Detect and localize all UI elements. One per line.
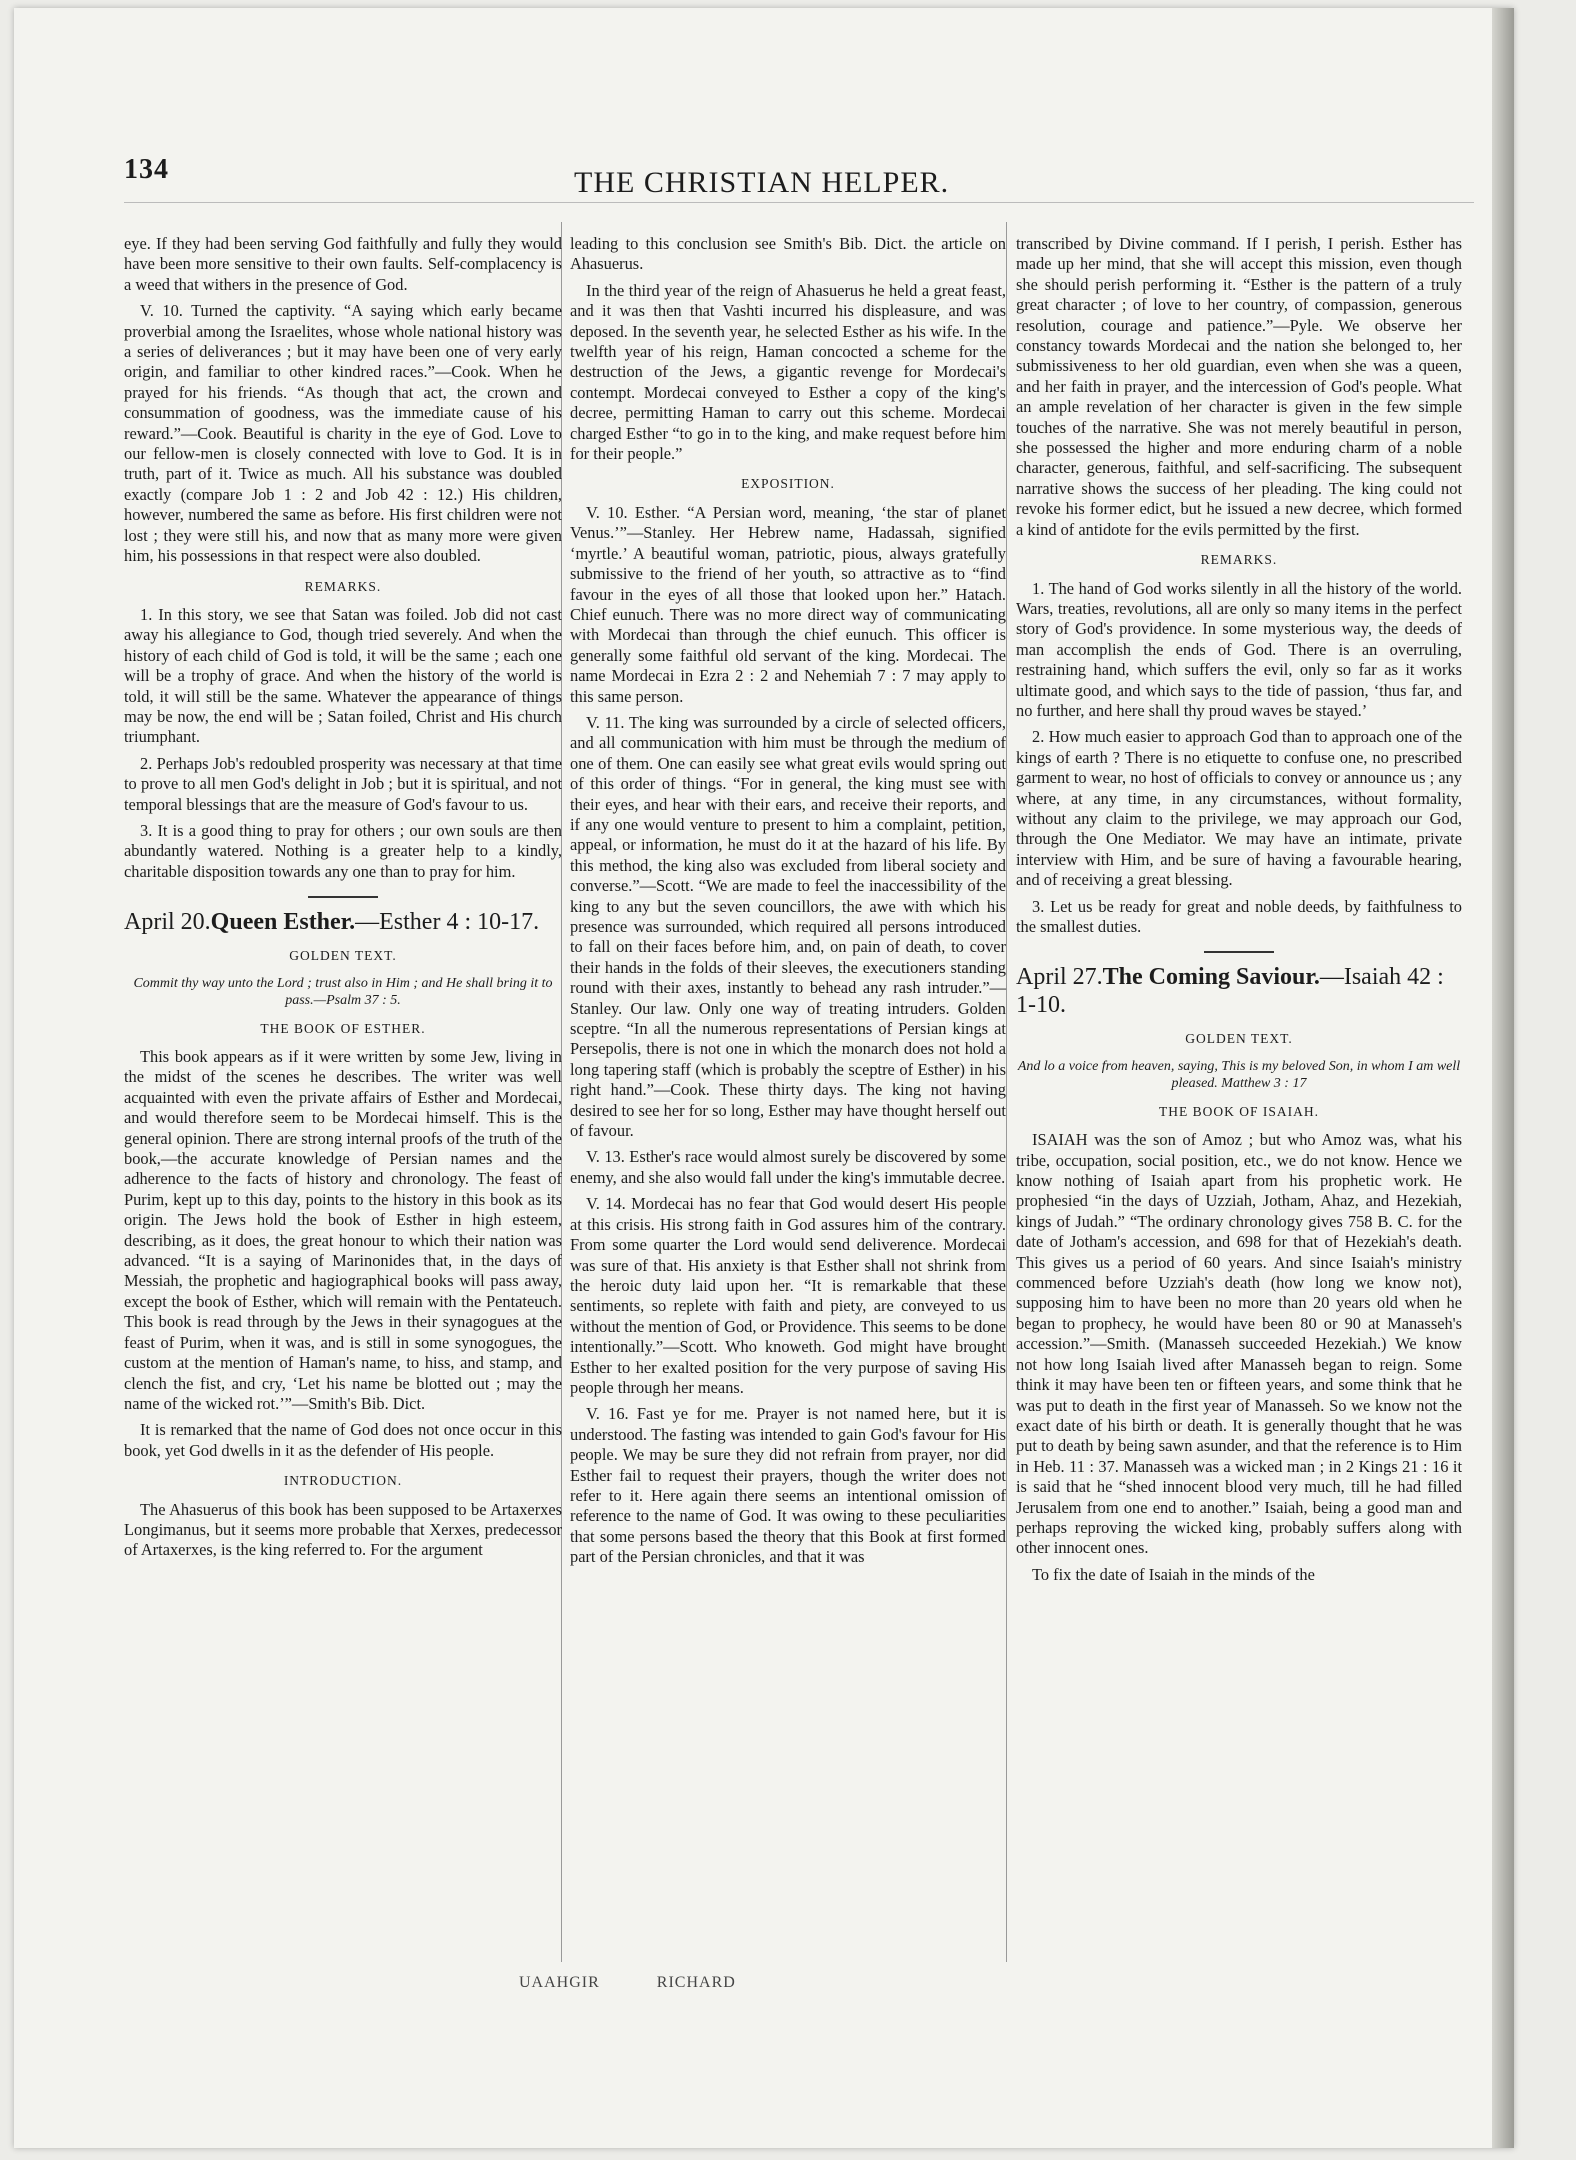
page-header — [124, 146, 1484, 202]
column-3 — [1016, 234, 1462, 1591]
exposition-heading: EXPOSITION. — [741, 476, 835, 492]
remark: 3. It is a good thing to pray for others ; our own souls are then abundantly watered. Nothing is a greater help to a kindly, charitable disposition towards any one than to pray for him. — [124, 820, 562, 881]
paragraph: It is remarked that the name of God does not once occur in this book, yet God dwells in it as the defender of His people. — [124, 1420, 562, 1460]
paragraph: eye. If they had been serving God faithfully and fully they would have been more sensitive to their own faults. Self-complacency is a weed that withers in the presence of God. — [124, 234, 562, 294]
lesson-date: April 20. — [124, 909, 211, 936]
paragraph: To fix the date of Isaiah in the minds of the — [1032, 1564, 1315, 1584]
remark: 3. Let us be ready for great and noble deeds, by faithfulness to the smallest duties. — [1016, 896, 1462, 936]
remarks-heading: REMARKS. — [304, 578, 382, 594]
golden-text: And lo a voice from heaven, saying, This is my beloved Son, in whom I am well pleased. Matthew 3 : 17 — [1017, 1058, 1461, 1091]
lesson-title: The Coming Saviour. — [1102, 964, 1320, 991]
column-divider — [1006, 222, 1007, 1962]
golden-text: Commit thy way unto the Lord ; trust also in Him ; and He shall bring it to pass.—Psalm 37 : 5. — [133, 975, 553, 1008]
paragraph: transcribed by Divine command. If I perish, I perish. Esther has made up her mind, that she will accept this mission, even though she should perish performing it. “Esther is the pattern of a truly great character ; of love to her country, of compassion, generous resolution, courage and patience.”—Pyle. We observe her constancy towards Mordecai and the nation she belonged to, her submissiveness to her old guardian, even when she was a queen, and her faith in prayer, and the intercession of God's people. What an ample revelation of her character is given in the few simple touches of the narrative. She was not merely beautiful in person, she possessed the higher and more enduring charm of a noble character, generous, faithful, and self-sacrificing. The subsequent narrative shows the success of her pleading. The king could not revoke his former edict, but he issued a new decree, which formed a kind of antidote for the evils permitted by the first. — [1016, 234, 1462, 539]
paragraph: V. 10. Turned the captivity. “A saying which early became proverbial among the Israelites, whose whole national history was a series of deliverances ; but it may have been one of very early origin, and familiar to other kindred races.”—Cook. When he prayed for his friends. “As though that act, the crown and consummation of goodness, was the immediate cause of his reward.”—Cook. Beautiful is charity in the eye of God. Love to our fellow-men is closely connected with love to God. It is in truth, part of it. Twice as much. All his substance was doubled exactly (compare Job 1 : 2 and Job 42 : 12.) His children, however, numbered the same as before. His first children were not lost ; they were still his, and now that as many more were given him, his possessions in that respect were also doubled. — [124, 301, 562, 566]
page-number: 134 — [124, 154, 169, 185]
paragraph: V. 10. Esther. “A Persian word, meaning, ‘the star of planet Venus.’”—Stanley. Her Hebrew name, Hadassah, signified ‘myrtle.’ A beautiful woman, patriotic, pious, always gratefully submissive to the friend of her youth, so attractive as to “find favour in the eyes of all those that looked upon her.” Hatach. Chief eunuch. There was no more direct way of communicating with Mordecai than through the chief eunuch. This officer is generally some faithful old servant of the king. Mordecai. The name Mordecai in Ezra 2 : 2 and Nehemiah 7 : 7 may apply to this same person. — [570, 502, 1006, 706]
paragraph: V. 11. The king was surrounded by a circle of selected officers, and all communication with him must be through the medium of one of them. One can easily see what great evils would spring out of this order of things. “For in general, the king must see with their eyes, and hear with their ears, and receive their reports, and if any one would venture to present to him a complaint, petition, appeal, or information, he must do it at the hazard of his life. By this method, the king also was excluded from liberal society and converse.”—Scott. “We are made to feel the inaccessibility of the king to any but the seven councillors, the awe with which his presence was surrounded, which required all persons introduced to fall on their faces before him, and, on pain of death, to cover their hands in the folds of their sleeves, the executioners standing round with their axes, instantly to behead any rash intruder.”—Stanley. Our law. Only one way of treating intruders. Golden sceptre. “In all the numerous representations of Persian kings at Persepolis, there is not one in which the monarch does not hold a long tapering staff (which is probably the sceptre of Esther) in his right hand.”—Cook. These thirty days. The king not having desired to see her for so long, Esther may have thought herself out of favour. — [570, 712, 1006, 1141]
bleed-mark: UAAHGIR — [519, 1974, 600, 1991]
column-1 — [124, 234, 562, 1567]
paragraph: leading to this conclusion see Smith's Bib. Dict. the article on Ahasuerus. — [570, 234, 1006, 274]
paragraph: V. 16. Fast ye for me. Prayer is not named here, but it is understood. The fasting was intended to gain God's favour for His people. We may be sure they did not refrain from prayer, nor did Esther fail to request their prayers, though the writer does not refer to it. Here again there seems an intentional omission of reference to the name of God. It was owing to these peculiarities that some persons based the theory that this Book at first formed part of the Persian chronicles, and that it was — [570, 1404, 1006, 1567]
running-head: THE CHRISTIAN HELPER. — [574, 166, 950, 199]
remark: 2. Perhaps Job's redoubled prosperity was necessary at that time to prove to all men God's delight in Job ; but it is spiritual, and not temporal blessings that are the measure of God's favour to us. — [124, 753, 562, 814]
book-heading: THE BOOK OF ISAIAH. — [1159, 1103, 1319, 1119]
remark: 1. The hand of God works silently in all the history of the world. Wars, treaties, revolutions, all are only so many items in the perfect story of God's providence. In some mysterious way, the deeds of man accomplish the ends of God. There is an overruling, restraining hand, which suffers the evil, only so far as it works ultimate good, and which says to the tide of passion, ‘thus far, and no further, and here shall thy proud waves be stayed.’ — [1016, 578, 1462, 720]
introduction-heading: INTRODUCTION. — [283, 1473, 403, 1489]
remark: 1. In this story, we see that Satan was foiled. Job did not cast away his allegiance to God, though tried severely. And when the history of each child of God is told, it will be the same ; each one will be a trophy of grace. And when the history of the world is told, it will still be the same. Whatever the appearance of things may be now, the end will be ; Satan foiled, Christ and His church triumphant. — [124, 604, 562, 747]
remark: 2. How much easier to approach God than to approach one of the kings of earth ? There is no etiquette to confuse one, no prescribed garment to wear, no host of officials to convey or announce us ; any where, at any time, in any circumstances, without formality, without any claim to the privilege, we may approach our God, through the One Mediator. We may have an intimate, private interview with Him, and be sure of having a favourable hearing, and of receiving a great blessing. — [1016, 727, 1462, 890]
paragraph: V. 14. Mordecai has no fear that God would desert His people at this crisis. His strong faith in God assures him of the contrary. From some quarter the Lord would send deliverence. Mordecai was sure of that. His anxiety is that Esther shall not shrink from the heroic duty laid upon her. “It is remarkable that these sentiments, so replete with faith and piety, are conveyed to us without the mention of God, or Providence. This seems to be done intentionally.”—Scott. Who knoweth. God might have brought Esther to her exalted position for the very purpose of saving His people through her means. — [570, 1194, 1006, 1397]
remarks-heading: REMARKS. — [1200, 552, 1278, 568]
golden-text-heading: GOLDEN TEXT. — [289, 948, 397, 964]
lesson-title: Queen Esther. — [210, 909, 356, 936]
paragraph: In the third year of the reign of Ahasuerus he held a great feast, and it was then that Vashti incurred his displeasure, and was deposed. In the seventh year, he selected Esther as his wife. In the twelfth year of his reign, Haman concocted a scheme for the destruction of the Jews, a gigantic revenge for Mordecai's contempt. Mordecai conveyed to Esther a copy of the king's decree, permitting Haman to carry out this scheme. Mordecai charged Esther “to go in to the king, and make request before him for their people.” — [570, 280, 1006, 464]
lesson-heading — [1016, 963, 1462, 1019]
golden-text-heading: GOLDEN TEXT. — [1185, 1031, 1293, 1047]
lesson-reference: —Isaiah 42 : 1-10. — [1016, 964, 1444, 1019]
column-2 — [570, 234, 1006, 1574]
lesson-heading — [124, 908, 562, 936]
page — [14, 8, 1514, 2148]
paragraph: This book appears as if it were written by some Jew, living in the midst of the scenes he describes. The writer was well acquainted with even the private affairs of Esther and Mordecai, and would therefore seem to be Mordecai himself. This is the general opinion. There are strong internal proofs of the truth of the book,—the accurate knowledge of Persian names and the adherence to the facts of history and chronology. The feast of Purim, kept up to this day, points to the history in this book as its origin. The Jews hold the book of Esther in high esteem, describing, as it does, the great honour to which their nation was advanced. “It is a saying of Marinonides that, in the days of Messiah, the prophetic and hagiographical books will pass away, except the book of Esther, which will remain with the Pentateuch. This book is read through by the Jews in their synagogues at the feast of Purim, when it was, and is still in some synogogues, the custom at the mention of Haman's name, to hiss, and stamp, and clench the fist, and cry, ‘Let his name be blotted out ; may the name of the wicked rot.’”—Smith's Bib. Dict. — [124, 1047, 562, 1413]
page-spine-shadow — [1492, 8, 1514, 2148]
lesson-date: April 27. — [1016, 964, 1103, 991]
paragraph: The Ahasuerus of this book has been supposed to be Artaxerxes Longimanus, but it seems more probable that Xerxes, predecessor of Artaxerxes, is the king referred to. For the argument — [124, 1499, 562, 1560]
paragraph: ISAIAH was the son of Amoz ; but who Amoz was, what his tribe, occupation, social position, etc., we do not know. Hence we know nothing of Isaiah apart from his prophetic work. He prophesied “in the days of Uzziah, Jotham, Ahaz, and Hezekiah, kings of Judah.” “The ordinary chronology gives 758 B. C. for the date of Jotham's accession, and 698 for that of Hezekiah's death. This gives us a period of 60 years. And since Isaiah's ministry commenced before Uzziah's death (how long we know not), supposing him to have been no more than 20 years old when he began to prophecy, he would have been 80 or 90 at Manasseh's accession.”—Smith. (Manasseh succeeded Hezekiah.) We know not how long Isaiah lived after Manasseh began to reign. Some think it may have been ten or fifteen years, and some think that he was put to death in the first year of Manasseh. So we know not the exact date of his birth or death. It is generally thought that he was put to death by being sawn asunder, and that the reference is to Him in Heb. 11 : 37. Manasseh was a wicked man ; in 2 Kings 21 : 16 it is said that he “shed innocent blood very much, till he had filled Jerusalem from one end to another.” Isaiah, being a good man and perhaps reproving the wicked king, probably suffers along with other innocent ones. — [1016, 1130, 1462, 1558]
lesson-reference: —Esther 4 : 10-17. — [355, 909, 540, 936]
bleed-through-marks — [519, 1974, 788, 1992]
section-rule — [308, 896, 378, 898]
section-rule — [1204, 951, 1274, 953]
book-heading: THE BOOK OF ESTHER. — [260, 1020, 426, 1036]
paragraph: V. 13. Esther's race would almost surely be discovered by some enemy, and she also would fall under the king's immutable decree. — [570, 1147, 1006, 1187]
bleed-mark: RICHARD — [656, 1974, 736, 1991]
header-rule — [124, 202, 1474, 203]
